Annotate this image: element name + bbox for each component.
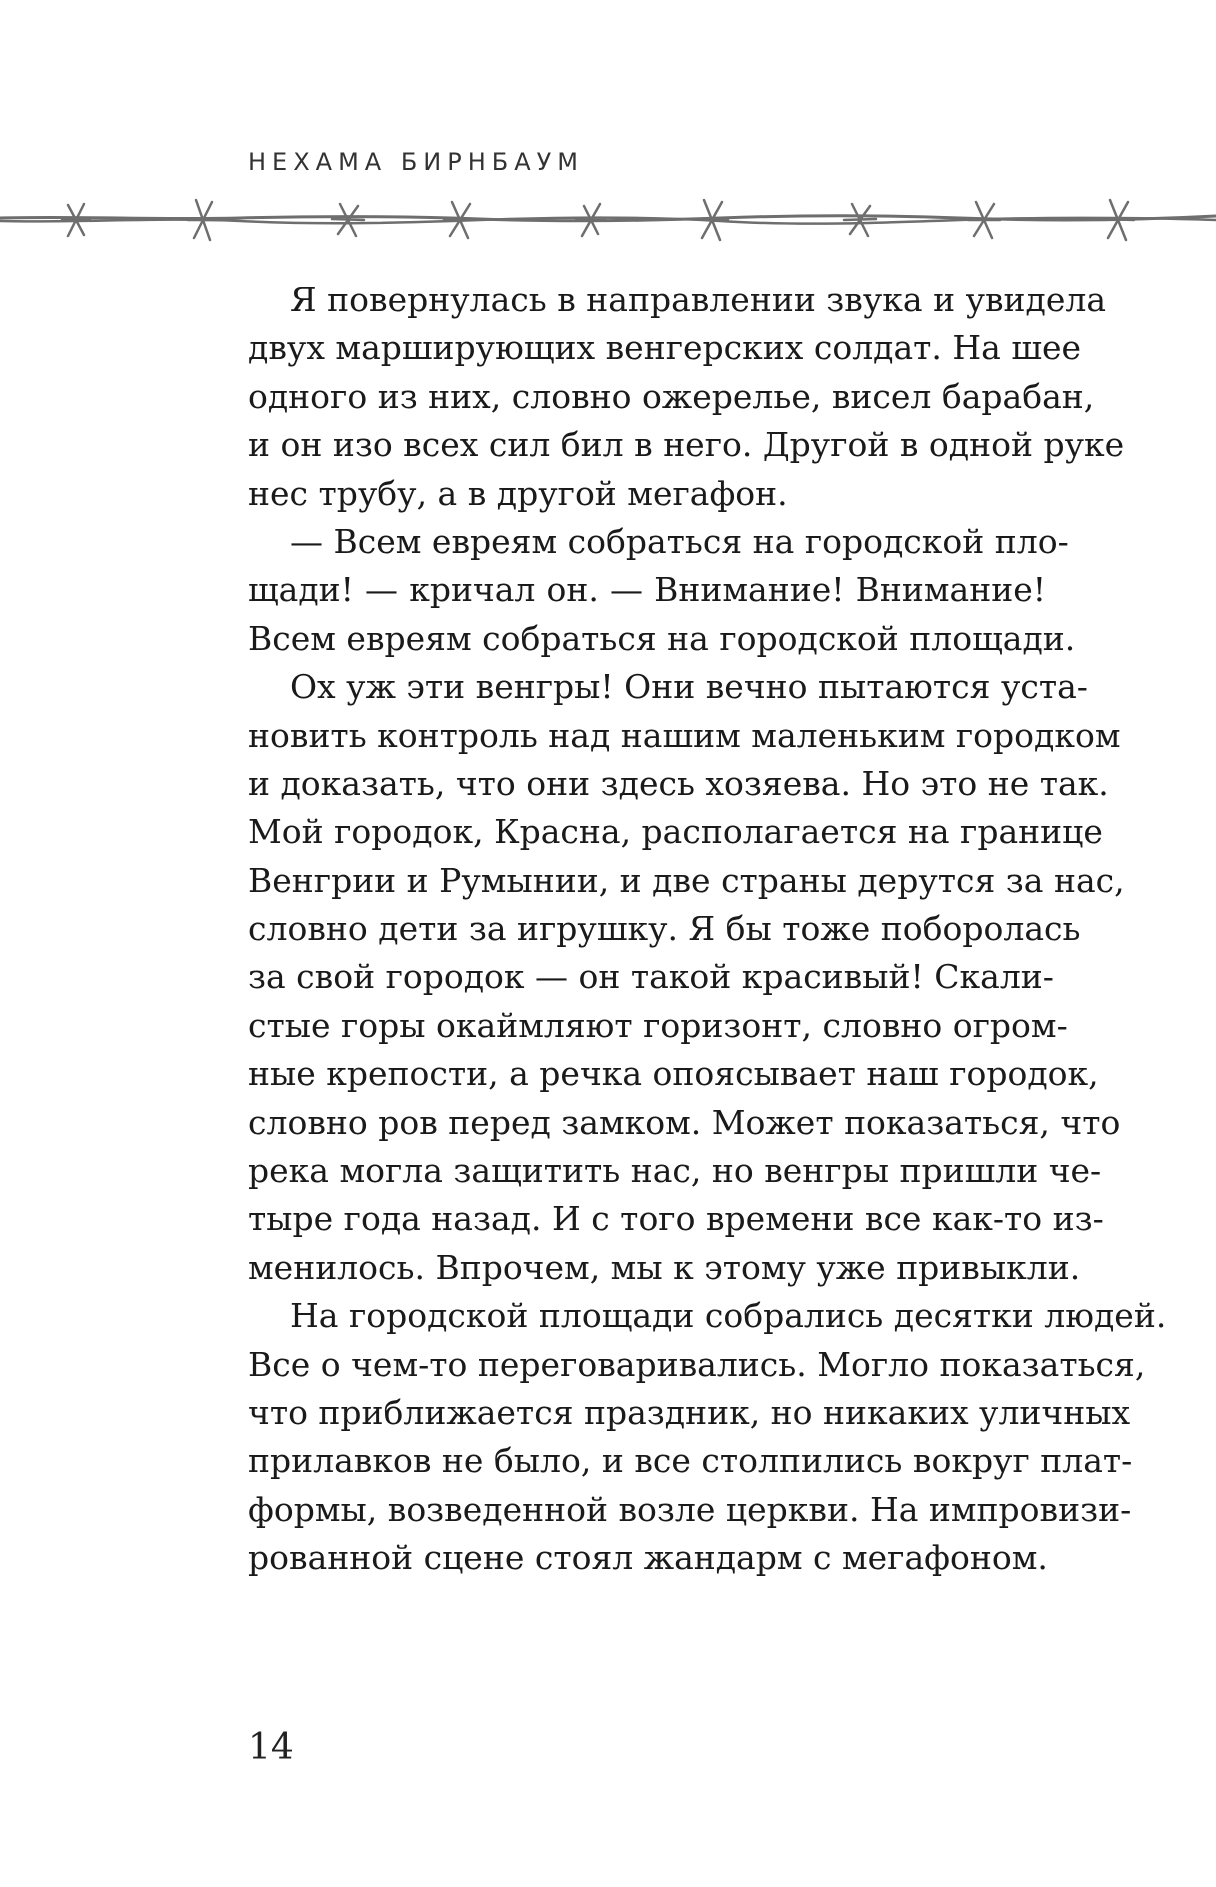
paragraph <box>248 663 1125 1292</box>
text-line: нес трубу, а в другой мегафон. <box>248 473 788 513</box>
text-line: Всем евреям собраться на городской площади. <box>248 618 1076 658</box>
text-line: новить контроль над нашим маленьким городком <box>248 715 1121 755</box>
text-line: щади! — кричал он. — Внимание! Внимание! <box>248 570 1046 610</box>
text-line: Венгрии и Румынии, и две страны дерутся за нас, <box>248 860 1125 900</box>
text-line: словно ров перед замком. Может показаться, что <box>248 1102 1121 1142</box>
text-line: Ох уж эти венгры! Они вечно пытаются уста- <box>290 667 1088 707</box>
text-line: и доказать, что они здесь хозяева. Но это не так. <box>248 763 1109 803</box>
paragraph <box>248 276 1125 518</box>
text-line: Я повернулась в направлении звука и увидела <box>290 280 1107 319</box>
barbed-wire-icon <box>0 180 1216 260</box>
text-line: рованной сцене стоял жандарм с мегафоном. <box>248 1538 1048 1578</box>
running-head-author: НЕХАМА БИРНБАУМ <box>248 148 584 176</box>
text-line: одного из них, словно ожерелье, висел барабан, <box>248 376 1095 416</box>
text-line: стые горы окаймляют горизонт, словно огром- <box>248 1005 1068 1045</box>
text-line: за свой городок — он такой красивый! Скали- <box>248 957 1054 997</box>
text-line: Мой городок, Красна, располагается на границе <box>248 812 1103 852</box>
paragraph <box>248 1292 1167 1582</box>
text-line: менилось. Впрочем, мы к этому уже привыкли. <box>248 1247 1081 1287</box>
text-line: тыре года назад. И с того времени все как-то из- <box>248 1199 1104 1239</box>
text-line: и он изо всех сил бил в него. Другой в одной руке <box>248 425 1125 465</box>
text-line: что приближается праздник, но никаких уличных <box>248 1392 1131 1432</box>
page-number: 14 <box>248 1727 294 1768</box>
text-line: Все о чем-то переговаривались. Могло показаться, <box>248 1344 1146 1384</box>
paragraph <box>248 518 1076 663</box>
text-line: — Всем евреям собраться на городской пло- <box>290 521 1069 561</box>
text-line: прилавков не было, и все столпились вокруг плат- <box>248 1441 1133 1481</box>
text-line: река могла защитить нас, но венгры пришли че- <box>248 1151 1102 1191</box>
text-line: формы, возведенной возле церкви. На импровизи- <box>248 1489 1132 1529</box>
text-line: двух марширующих венгерских солдат. На шее <box>248 328 1082 368</box>
text-line: ные крепости, а речка опоясывает наш городок, <box>248 1054 1099 1094</box>
text-line: На городской площади собрались десятки людей. <box>290 1296 1167 1336</box>
text-line: словно дети за игрушку. Я бы тоже поборолась <box>248 909 1081 949</box>
body-text <box>248 276 1167 1583</box>
